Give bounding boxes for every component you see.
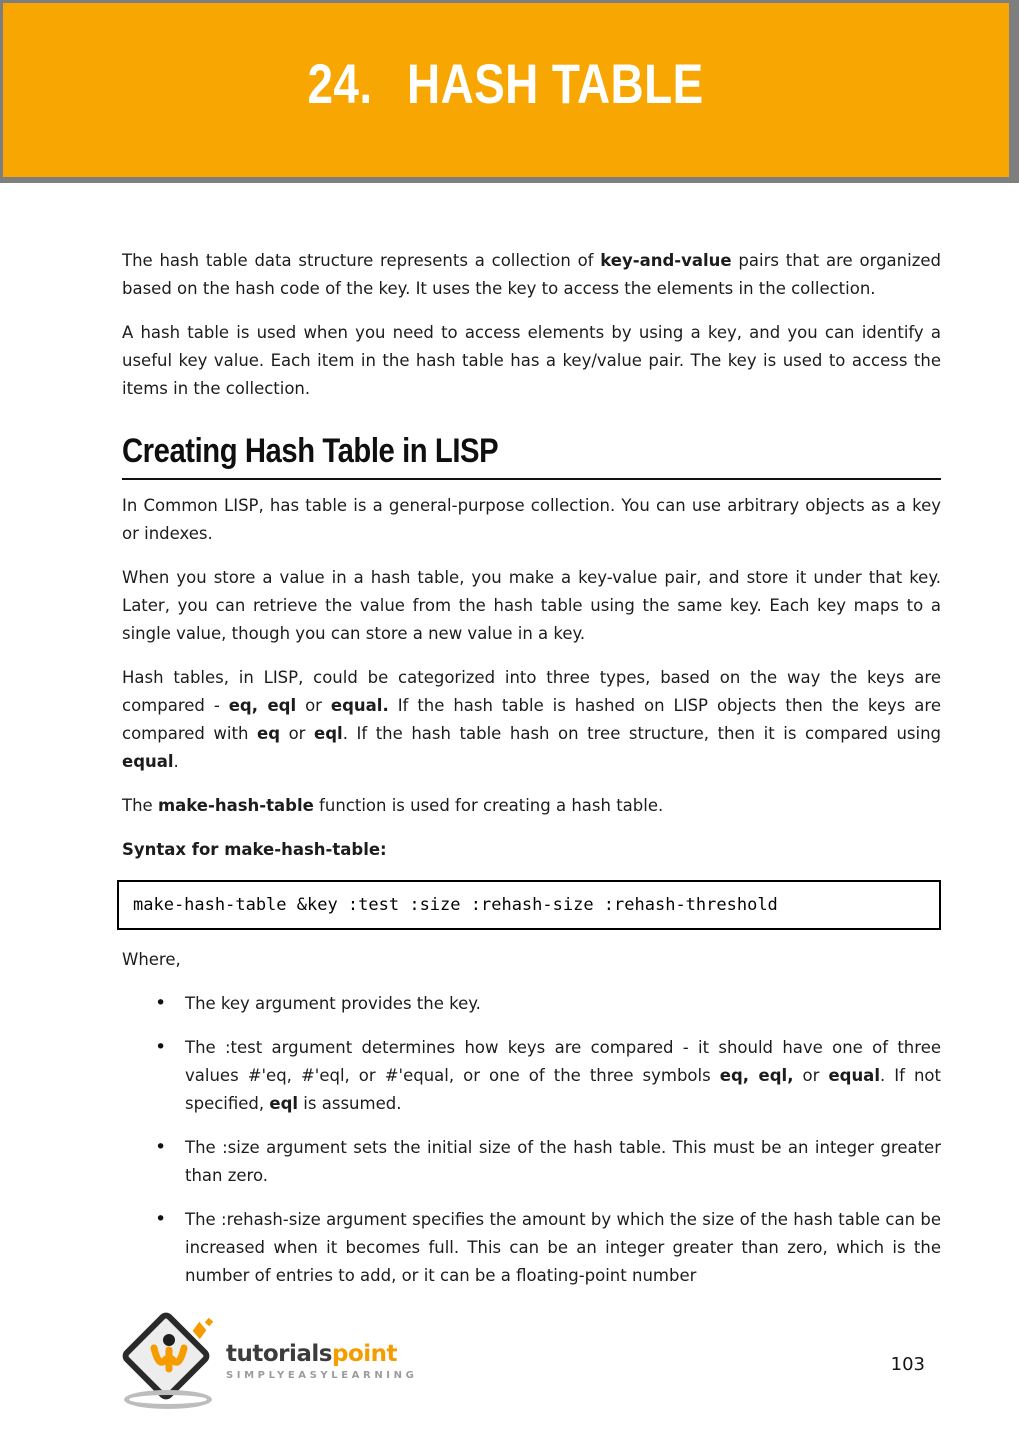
brand-name-tutorials: tutorials [226,1340,332,1367]
section-paragraph-2: When you store a value in a hash table, you make a key-value pair, and store it under that key. Later, you can retrieve the value from the hash table using the same key. Each key maps to a single value, though you can store a new value in a key. [122,568,941,643]
bullet-dot-icon: • [155,1036,167,1058]
intro-paragraph-2: A hash table is used when you need to access elements by using a key, and you can identify a useful key value. Each item in the hash table has a key/value pair. The key is used to access the items in the collection. [122,323,941,398]
intro-paragraph-1: The hash table data structure represents a collection of key-and-value pairs that are organized based on the hash code of the key. It uses the key to access the elements in the collection. [122,251,941,298]
tutorialspoint-logo [122,1318,417,1413]
page-number: 103 [890,1354,925,1375]
list-item [122,990,941,1018]
brand-name-point: point [332,1340,398,1367]
logo-diamond-icon [122,1318,226,1413]
code-block [117,880,941,930]
syntax-label: Syntax for make-hash-table: [122,840,387,859]
chapter-title [308,51,704,116]
logo-sparkle-icon [193,1322,207,1340]
chapter-banner [0,0,1019,183]
list-item-text: The :size argument sets the initial size of the hash table. This must be an integer greater than zero. [185,1138,941,1185]
bullet-dot-icon: • [155,1136,167,1158]
list-item-text: The :rehash-size argument specifies the amount by which the size of the hash table can be increased when it becomes full. This can be an integer greater than zero, which is the number of entries to add, or it can be a floating-point number [185,1210,941,1285]
list-item-text: The :test argument determines how keys are compared - it should have one of three values #'eq, #'eql, or #'equal, or one of the three symbols eq, eql, or equal. If not specified, eql is assumed. [185,1038,941,1113]
section-paragraph-4: The make-hash-table function is used for creating a hash table. [122,796,664,815]
bullet-dot-icon: • [155,992,167,1014]
brand-tagline: SIMPLYEASYLEARNING [226,1369,418,1381]
section-paragraph-3: Hash tables, in LISP, could be categorized into three types, based on the way the keys are compared - eq, eql or equal. If the hash table is hashed on LISP objects then the keys are compared with eq or eql. If the hash table hash on tree structure, then it is compared using equal. [122,668,942,771]
page-footer [0,1318,1019,1430]
section-heading-text: Creating Hash Table in LISP [122,432,499,470]
logo-person-icon [146,1331,192,1379]
list-item [122,1034,941,1118]
where-label: Where, [122,950,181,969]
argument-list [122,990,941,1290]
code-text: make-hash-table &key :test :size :rehash-size :rehash-threshold [133,895,778,915]
logo-text [226,1341,417,1381]
page-content [122,183,941,1306]
section-heading [122,431,941,480]
chapter-name: HASH TABLE [407,51,705,115]
chapter-number: 24. [307,51,374,115]
bullet-dot-icon: • [155,1208,167,1230]
list-item [122,1206,941,1290]
list-item-text: The key argument provides the key. [185,994,481,1013]
logo-sparkle-icon [205,1318,213,1326]
section-paragraph-1: In Common LISP, has table is a general-purpose collection. You can use arbitrary objects as a key or indexes. [122,496,941,543]
logo-shadow [124,1390,212,1409]
brand-name [226,1341,417,1367]
list-item [122,1134,941,1190]
